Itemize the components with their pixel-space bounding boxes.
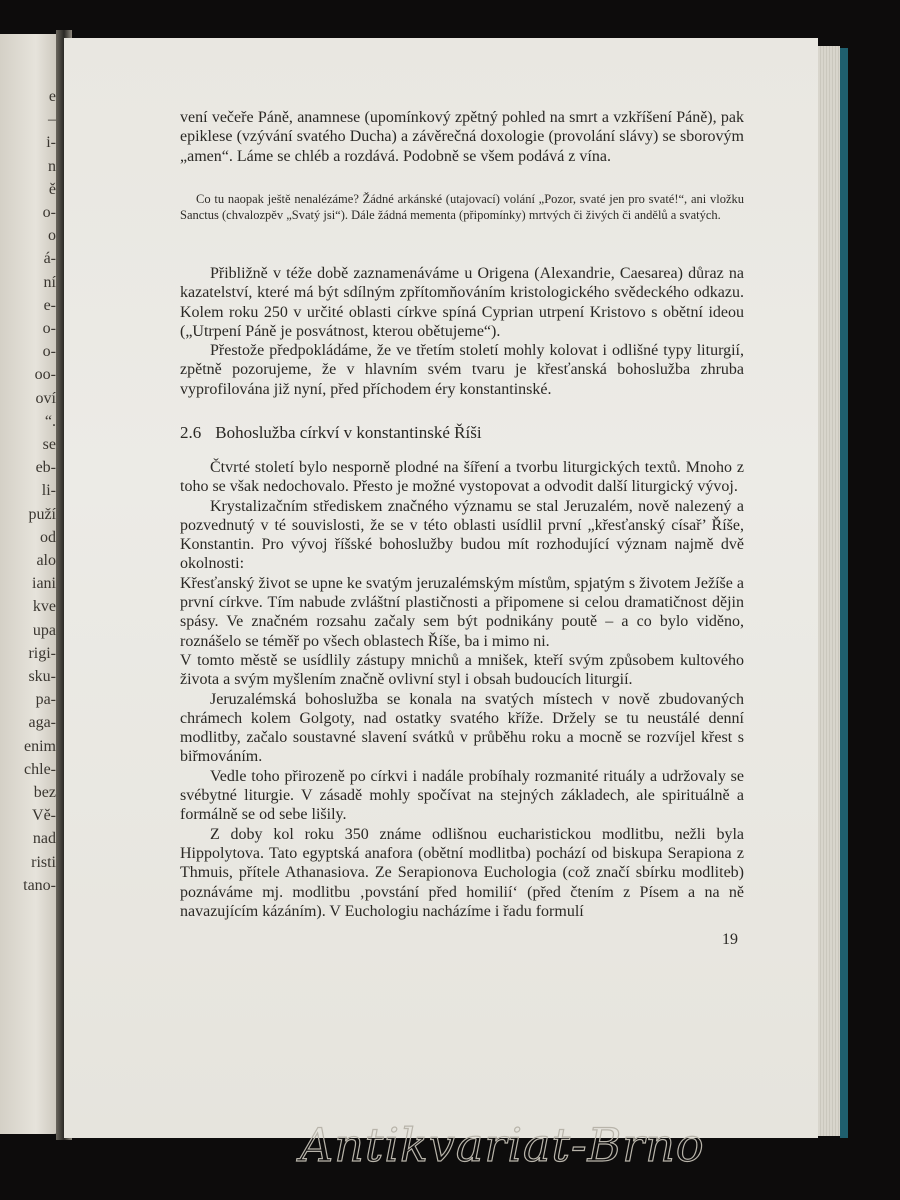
left-page-fragment: rigi- bbox=[28, 644, 56, 662]
body-paragraph: Jeruzalémská bohoslužba se konala na svatých místech v nově zbudovaných chrámech kolem Golgoty, nad ostatky svatého kříže. Držely se tu neustálé denní modlitby, začalo soustavné slavení svátků v průběhu roku a mocně se rozvíjel křest s biřmováním. bbox=[180, 690, 744, 766]
watermark: Antikvariat-Brno bbox=[300, 1118, 705, 1172]
book-page bbox=[64, 38, 818, 1138]
left-page-fragment: nad bbox=[32, 830, 56, 848]
origen-paragraph: Přibližně v téže době zaznamenáváme u Origena (Alexandrie, Caesarea) důraz na kazatelství, které má být sdílným zpřítomňováním kristologického svědeckého odkazu. Kolem roku 250 v určité oblasti církve spíná Cyprian utrpení Kristovo s obětní ideou („Utrpení Páně je posvátnost, kterou obětujeme“). bbox=[180, 265, 744, 340]
page-number: 19 bbox=[722, 931, 738, 948]
left-page-fragment: n bbox=[48, 157, 56, 175]
left-page-fragment: iani bbox=[32, 575, 56, 593]
body-paragraph: Krystalizačním střediskem značného významu se stal Jeruzalém, nově nalezený a pozvednutý v té souvislosti, že se v této oblasti usídlil první „křesťanský císař’ Říše, Konstantin. Pro vývoj říšské bohoslužby budou mít rozhodující význam najmě dvě okolnosti: bbox=[180, 497, 744, 573]
left-page-fragment: ní bbox=[43, 273, 56, 291]
body-paragraph: Vedle toho přirozeně po církvi i nadále probíhaly rozmanité rituály a udržovaly se svébytné liturgie. V zásadě mohly spočívat na stejných základech, ale spirituálně a formálně se od sebe lišily. bbox=[180, 767, 744, 824]
left-page-fragment: sku- bbox=[28, 668, 56, 685]
left-page-fragment: o bbox=[48, 227, 56, 245]
left-page-fragment: e bbox=[48, 88, 56, 105]
left-page-fragment: upa bbox=[32, 621, 56, 639]
left-page-fragment: – bbox=[48, 111, 56, 129]
left-page-fragment: oo- bbox=[34, 366, 56, 384]
left-page-fragment: aga- bbox=[28, 714, 56, 732]
left-page-fragment: eb- bbox=[35, 459, 56, 477]
left-page-fragment: oví bbox=[35, 389, 56, 407]
page-stack-edges bbox=[818, 46, 840, 1136]
book-cover-edge bbox=[840, 48, 848, 1138]
left-page-fragment: “. bbox=[44, 412, 56, 430]
left-page-fragment: od bbox=[40, 528, 56, 546]
left-page-fragment: enim bbox=[24, 737, 56, 755]
section-number: 2.6 bbox=[180, 423, 202, 442]
section-heading bbox=[180, 422, 744, 444]
body-paragraph: V tomto městě se usídlily zástupy mnichů a mnišek, kteří svým způsobem kultového života a svým myšlením značně ovlivní styl i obsah budoucích liturgií. bbox=[180, 651, 744, 689]
left-page-fragment: chle- bbox=[24, 760, 56, 778]
left-page-fragment: o- bbox=[42, 204, 56, 221]
section-title: Bohoslužba církví v konstantinské Říši bbox=[215, 423, 482, 442]
left-page-edge bbox=[0, 34, 60, 1134]
left-page-fragment: i- bbox=[46, 134, 56, 152]
section-body bbox=[180, 458, 744, 921]
left-page-fragment: tano- bbox=[23, 876, 56, 894]
left-page-fragment: Vě- bbox=[32, 807, 56, 825]
intro-paragraph: vení večeře Páně, anamnese (upomínkový zpětný pohled na smrt a vzkříšení Páně), pak epiklese (vzývání svatého Ducha) a závěrečná doxologie (provolání slávy) se sborovým „amen“. Láme se chléb a rozdává. Podobně se všem podává z vína. bbox=[180, 109, 744, 165]
left-page-fragment: á- bbox=[43, 250, 56, 268]
body-paragraph: Křesťanský život se upne ke svatým jeruzalémským místům, spjatým s životem Ježíše a první církve. Tím nabude zvláštní plastičnosti a připomene si celou dramatičnost dějin spásy. Ve značném rozsahu začaly sem být podnikány poutě – a co bylo viděno, roznášelo se téměř po všech oblastech Říše, ba i mimo ni. bbox=[180, 574, 744, 650]
left-page-fragment: bez bbox=[33, 784, 56, 801]
left-page-fragment: e- bbox=[43, 296, 56, 314]
body-paragraph: Čtvrté století bylo nesporně plodné na šíření a tvorbu liturgických textů. Mnoho z toho se však nedochovalo. Přesto je možné vystopovat a odvodit další liturgický vývoj. bbox=[180, 459, 744, 496]
body-paragraph: Z doby kol roku 350 známe odlišnou eucharistickou modlitbu, nežli byla Hippolytova. Tato egyptská anafora (obětní modlitba) pochází od biskupa Serapiona z Thmuis, přítele Athanasiova. Ze Serapionova Euchologia (což značí sbírku modliteb) poznáváme mj. modlitbu ‚povstání před homilií‘ (před čtením z Písem a na ně navazujícím kázáním). V Euchologiu nacházíme i řadu formulí bbox=[180, 825, 744, 920]
third-century-paragraph: Přestože předpokládáme, že ve třetím století mohly kolovat i odlišné typy liturgií, zpětně pozorujeme, že v hlavním svém tvaru je křesťanská bohoslužba zhruba vyprofilována již nyní, před příchodem éry konstantinské. bbox=[180, 342, 744, 398]
left-page-fragment: risti bbox=[31, 853, 56, 871]
left-page-fragment: o- bbox=[42, 343, 56, 361]
left-page-fragment: se bbox=[42, 436, 56, 453]
left-page-fragment: li- bbox=[41, 482, 56, 500]
left-page-fragment: o- bbox=[42, 320, 56, 337]
left-page-fragment: kve bbox=[32, 598, 56, 616]
left-page-fragment: pa- bbox=[35, 691, 56, 709]
left-page-fragment: alo bbox=[36, 552, 56, 569]
note-paragraph: Co tu naopak ještě nenalézáme? Žádné arkánské (utajovací) volání „Pozor, svaté jen pro svaté!“, ani vložku Sanctus (chvalozpěv „Svatý jsi“). Dále žádná mementa (připomínky) mrtvých či živých či andělů a svatých. bbox=[180, 192, 744, 222]
left-page-fragment: puží bbox=[28, 505, 56, 523]
left-page-fragment: ě bbox=[48, 180, 56, 198]
